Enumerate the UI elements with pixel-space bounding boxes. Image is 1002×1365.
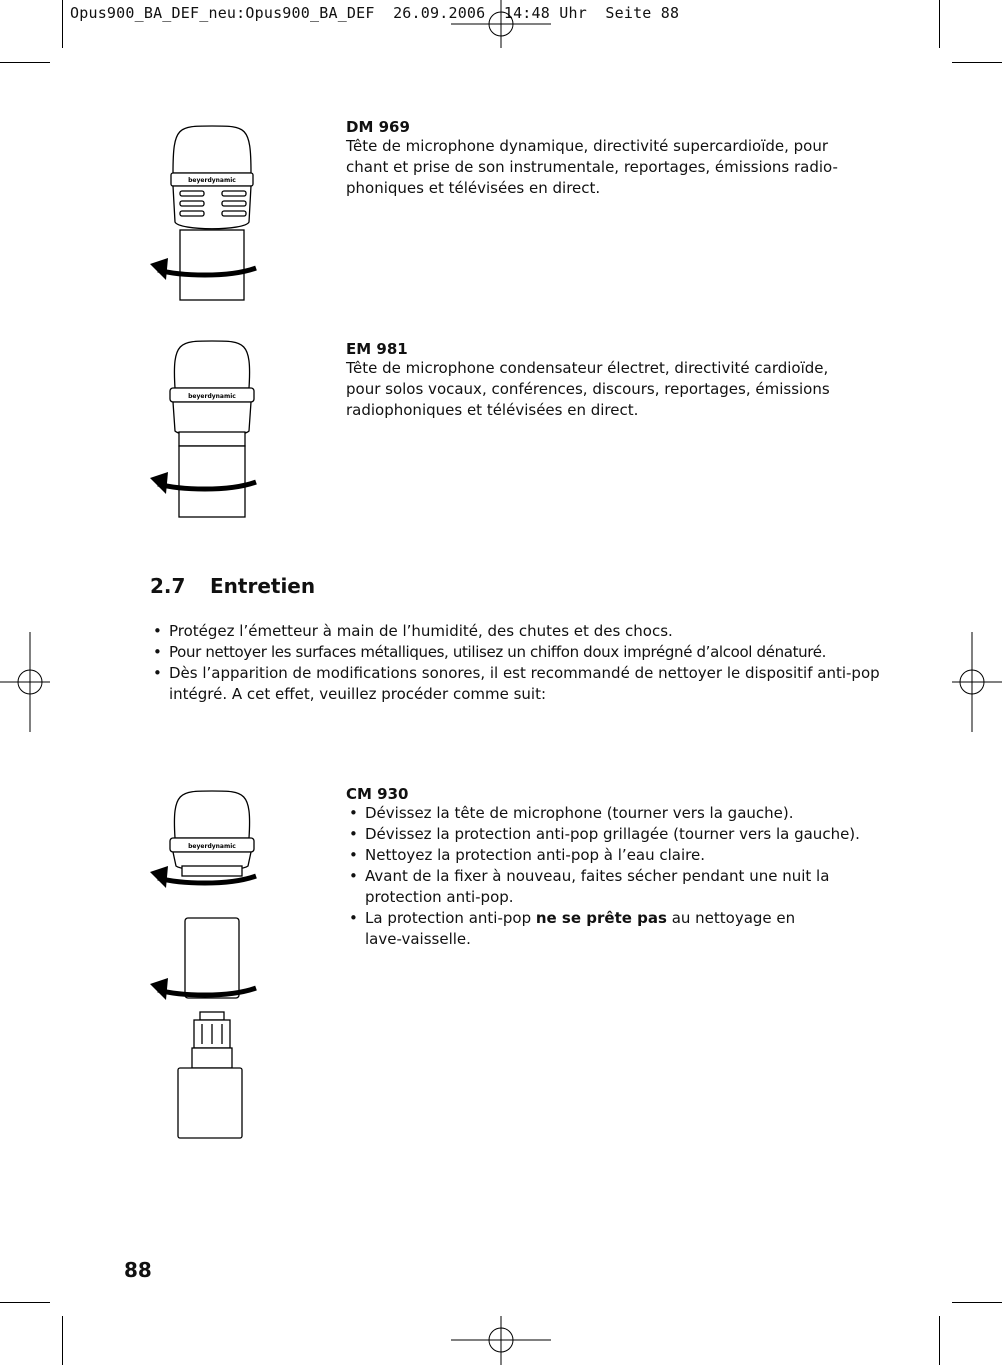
step-text: au nettoyage en lave-vaisselle. xyxy=(365,909,796,948)
description-line: pour solos vocaux, conférences, discours, reportages, émissions xyxy=(346,380,830,398)
dm969-microphone-illustration xyxy=(140,118,270,303)
list-item: • Dévissez la tête de microphone (tourner vers la gauche). xyxy=(346,803,886,824)
step-text: La protection anti-pop xyxy=(365,909,536,927)
list-item: • Avant de la fixer à nouveau, faites sécher pendant une nuit la protection anti-pop. xyxy=(346,866,845,908)
emphasis-text: ne se prête pas xyxy=(535,909,667,927)
product-name: DM 969 xyxy=(346,118,410,136)
section-heading xyxy=(150,574,315,598)
page-number: 88 xyxy=(124,1258,152,1282)
rotate-left-arrow-icon xyxy=(150,258,168,280)
print-slug: Opus900_BA_DEF_neu:Opus900_BA_DEF 26.09.2006 14:48 Uhr Seite 88 xyxy=(70,4,680,22)
brand-logo: beyerdynamic xyxy=(188,177,236,184)
rotate-left-arrow-icon xyxy=(150,472,168,494)
description-line: radiophoniques et télévisées en direct. xyxy=(346,401,639,419)
brand-logo: beyerdynamic xyxy=(188,393,236,400)
product-name: CM 930 xyxy=(346,785,409,803)
care-instructions-list xyxy=(150,621,890,705)
list-item: • Pour nettoyer les surfaces métalliques, utilisez un chiffon doux imprégné d’alcool dénaturé. xyxy=(150,642,890,663)
list-item: • Nettoyez la protection anti-pop à l’eau claire. xyxy=(346,845,886,866)
rotate-left-arrow-icon xyxy=(150,866,168,888)
section-title: Entretien xyxy=(210,574,316,598)
cleaning-steps-list xyxy=(346,803,886,950)
cm930-instructions xyxy=(346,785,886,950)
description-line: phoniques et télévisées en direct. xyxy=(346,179,601,197)
dm969-description xyxy=(346,118,886,199)
em981-description xyxy=(346,340,886,421)
description-line: Tête de microphone dynamique, directivité supercardioïde, pour xyxy=(346,137,829,155)
description-line: Tête de microphone condensateur électret, directivité cardioïde, xyxy=(346,359,829,377)
list-item: • Dévissez la protection anti-pop grillagée (tourner vers la gauche). xyxy=(346,824,886,845)
em981-microphone-illustration xyxy=(140,336,270,521)
cm930-microphone-illustration xyxy=(140,786,270,1141)
list-item xyxy=(346,908,825,950)
brand-logo: beyerdynamic xyxy=(188,843,236,850)
rotate-left-arrow-icon xyxy=(150,978,168,1000)
list-item: • Protégez l’émetteur à main de l’humidité, des chutes et des chocs. xyxy=(150,621,890,642)
description-line: chant et prise de son instrumentale, reportages, émissions radio- xyxy=(346,158,838,176)
section-number: 2.7 xyxy=(150,574,186,598)
list-item: • Dès l’apparition de modifications sonores, il est recommandé de nettoyer le dispositif anti-pop intégré. A cet effet, veuillez procéder comme suit: xyxy=(150,663,890,705)
product-name: EM 981 xyxy=(346,340,408,358)
